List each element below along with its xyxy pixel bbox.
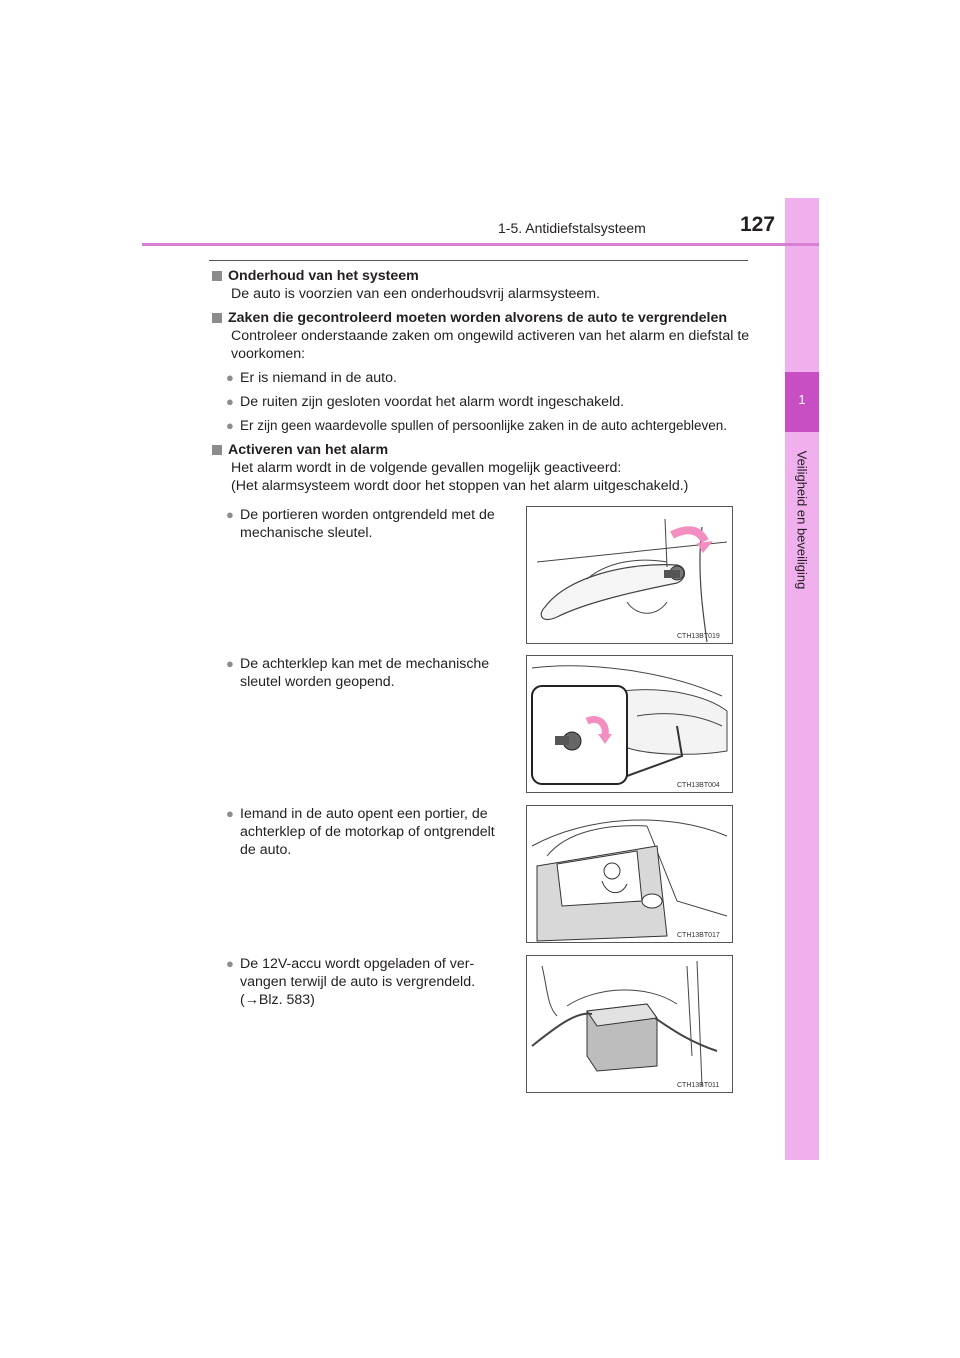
square-bullet-icon bbox=[212, 313, 222, 323]
section-heading: Zaken die gecontroleerd moeten worden alvorens de auto te vergrendelen bbox=[212, 309, 757, 327]
content-rule bbox=[209, 260, 748, 261]
dot-bullet-icon: ● bbox=[226, 656, 234, 671]
dot-bullet-icon: ● bbox=[226, 507, 234, 522]
section-heading: Activeren van het alarm bbox=[212, 441, 757, 459]
list-item: ● Er is niemand in de auto. bbox=[226, 370, 397, 386]
dot-bullet-icon: ● bbox=[226, 394, 234, 409]
section-heading: Onderhoud van het systeem bbox=[212, 267, 757, 285]
dot-bullet-icon: ● bbox=[226, 370, 234, 385]
main-content bbox=[212, 267, 757, 495]
person-in-car-figure bbox=[526, 805, 733, 943]
trunk-lid-figure bbox=[526, 655, 733, 793]
square-bullet-icon bbox=[212, 445, 222, 455]
dot-bullet-icon: ● bbox=[226, 418, 234, 433]
section-body: Het alarm wordt in de volgende gevallen mogelijk geactiveerd: bbox=[231, 460, 622, 476]
dot-bullet-icon: ● bbox=[226, 956, 234, 971]
square-bullet-icon bbox=[212, 271, 222, 281]
section-title: 1-5. Antidiefstalsysteem bbox=[498, 220, 646, 236]
door-handle-illustration bbox=[527, 507, 732, 643]
chapter-title: Veiligheid en beveiliging bbox=[794, 450, 810, 590]
header-rule bbox=[142, 243, 819, 246]
chapter-number: 1 bbox=[798, 392, 806, 407]
section-body: Controleer onderstaande zaken om ongewild activeren van het alarm en diefstal te voorkomen: bbox=[231, 328, 750, 362]
trunk-lid-illustration bbox=[527, 656, 732, 792]
battery-figure bbox=[526, 955, 733, 1093]
chapter-side-tab bbox=[785, 198, 819, 1160]
door-handle-figure bbox=[526, 506, 733, 644]
person-in-car-illustration bbox=[527, 806, 732, 942]
svg-text:CTH13BT017: CTH13BT017 bbox=[677, 932, 720, 939]
list-item: ● De ruiten zijn gesloten voordat het alarm wordt ingeschakeld. bbox=[226, 394, 625, 410]
list-item: ● De portieren worden ontgrendeld met de mechanische sleutel. bbox=[226, 507, 495, 541]
list-item: ● De achterklep kan met de mechanische sleutel worden geopend. bbox=[226, 656, 490, 690]
svg-text:CTH13BT004: CTH13BT004 bbox=[677, 782, 720, 789]
page-number: 127 bbox=[740, 213, 776, 236]
list-item: ● Er zijn geen waardevolle spullen of persoonlijke zaken in de auto achtergebleven. bbox=[226, 418, 728, 433]
dot-bullet-icon: ● bbox=[226, 806, 234, 821]
section-body: (Het alarmsysteem wordt door het stoppen van het alarm uitgeschakeld.) bbox=[231, 478, 689, 494]
list-item: ● De 12V-accu wordt opgeladen of ver-vangen terwijl de auto is vergrendeld. (→Blz. 583) bbox=[226, 956, 476, 1008]
section-body: De auto is voorzien van een onderhoudsvrij alarmsysteem. bbox=[231, 286, 601, 302]
battery-illustration bbox=[527, 956, 732, 1092]
list-item: ● Iemand in de auto opent een portier, de achterklep of de motorkap of ontgrendelt de auto. bbox=[226, 806, 495, 858]
svg-text:CTH13BT011: CTH13BT011 bbox=[677, 1082, 720, 1089]
svg-text:CTH13BT019: CTH13BT019 bbox=[677, 633, 720, 640]
